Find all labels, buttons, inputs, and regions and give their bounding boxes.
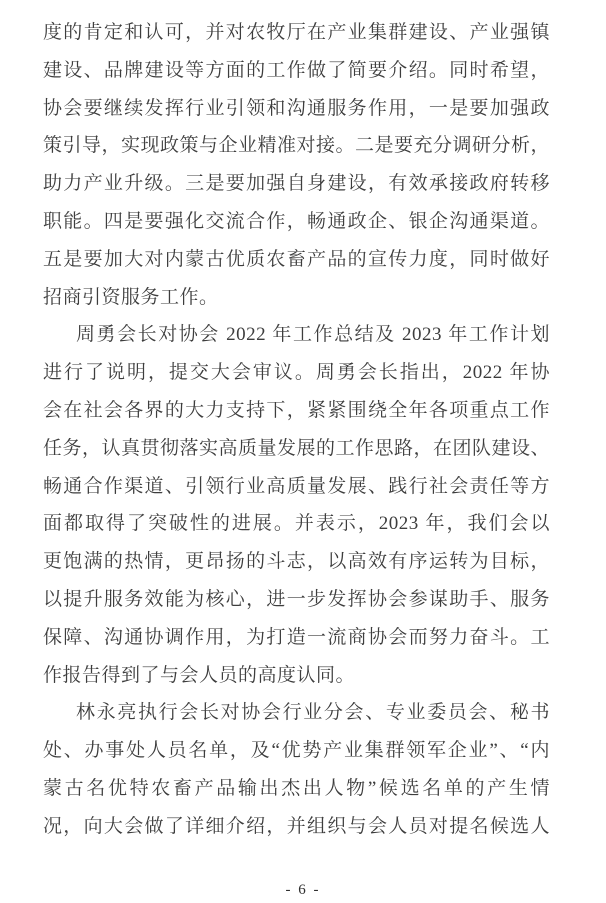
text-line: 保障、沟通协调作用，为打造一流商协会而努力奋斗。工 — [43, 626, 550, 648]
text-line: 处、办事处人员名单，及“优势产业集群领军企业”、“内 — [43, 740, 550, 762]
text-line: 度的肯定和认可，并对农牧厅在产业集群建设、产业强镇 — [43, 22, 550, 43]
text-line: 任务，认真贯彻落实高质量发展的工作思路，在团队建设、 — [43, 437, 550, 459]
text-line: 协会要继续发挥行业引领和沟通服务作用，一是要加强政 — [43, 97, 550, 119]
text-line: 会在社会各界的大力支持下，紧紧围绕全年各项重点工作 — [43, 399, 550, 421]
text-line: 更饱满的热情，更昂扬的斗志，以高效有序运转为目标， — [43, 551, 550, 573]
text-line: 畅通合作渠道、引领行业高质量发展、践行社会责任等方 — [43, 475, 550, 497]
text-line: 以提升服务效能为核心，进一步发挥协会参谋助手、服务 — [43, 588, 550, 610]
text-line: 助力产业升级。三是要加强自身建设，有效承接政府转移 — [43, 173, 550, 195]
text-line: 五是要加大对内蒙古优质农畜产品的宣传力度，同时做好 — [43, 248, 550, 270]
text-line: 招商引资服务工作。 — [43, 286, 219, 308]
text-line: 策引导，实现政策与企业精准对接。二是要充分调研分析， — [43, 135, 550, 157]
text-line: 林永亮执行会长对协会行业分会、专业委员会、秘书 — [76, 702, 550, 724]
text-line: 面都取得了突破性的进展。并表示，2023 年，我们会以 — [43, 513, 550, 535]
text-line: 蒙古名优特农畜产品输出杰出人物”候选名单的产生情 — [43, 777, 550, 799]
text-line: 建设、品牌建设等方面的工作做了简要介绍。同时希望， — [43, 59, 550, 81]
text-line: 作报告得到了与会人员的高度认同。 — [43, 664, 356, 686]
document-body — [43, 14, 550, 846]
text-line: 职能。四是要强化交流合作，畅通政企、银企沟通渠道。 — [43, 210, 550, 232]
page-number: - 6 - — [285, 882, 321, 898]
page-footer — [0, 880, 606, 900]
text-line: 进行了说明，提交大会审议。周勇会长指出，2022 年协 — [43, 362, 550, 384]
text-line: 周勇会长对协会 2022 年工作总结及 2023 年工作计划 — [76, 324, 550, 346]
text-line: 况，向大会做了详细介绍，并组织与会人员对提名候选人 — [43, 815, 550, 837]
